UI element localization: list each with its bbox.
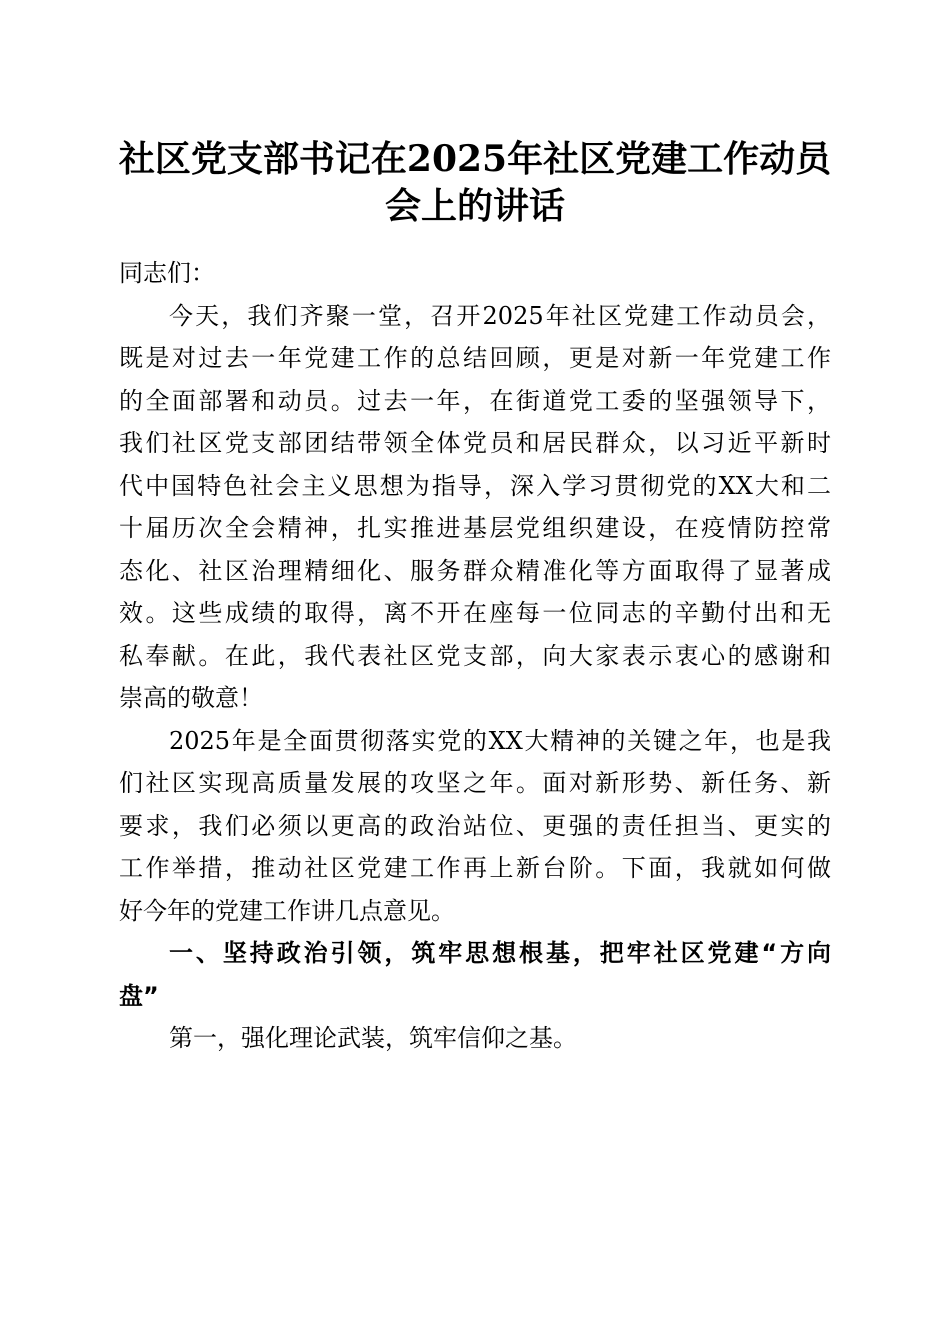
- paragraph-line: 今天，我们齐聚一堂，召开2025年社区党建工作动员会，: [169, 301, 831, 330]
- document-body: [119, 252, 831, 1060]
- paragraph-line: 既是对过去一年党建工作的总结回顾，更是对新一年党建工作: [119, 344, 831, 372]
- paragraph-line: 崇高的敬意！: [119, 684, 263, 712]
- paragraph-line: 们社区实现高质量发展的攻坚之年。面对新形势、新任务、新: [119, 769, 831, 797]
- paragraph-line: 的全面部署和动员。过去一年，在街道党工委的坚强领导下，: [119, 386, 831, 415]
- section-heading-1: [119, 932, 831, 1017]
- paragraph-line: 态化、社区治理精细化、服务群众精准化等方面取得了显著成: [119, 556, 831, 585]
- document-title: [100, 136, 850, 230]
- paragraph-line: 代中国特色社会主义思想为指导，深入学习贯彻党的XX大和二: [119, 471, 831, 500]
- paragraph-line: 我们社区党支部团结带领全体党员和居民群众，以习近平新时: [119, 429, 831, 457]
- salutation: 同志们：: [119, 259, 215, 287]
- title-line: 会上的讲话: [384, 185, 565, 227]
- paragraph-line: 私奉献。在此，我代表社区党支部，向大家表示衷心的感谢和: [119, 641, 831, 670]
- paragraph-line: 好今年的党建工作讲几点意见。: [119, 896, 455, 925]
- title-line: 社区党支部书记在2025年社区党建工作动员: [118, 138, 832, 180]
- paragraph-2: [119, 720, 831, 933]
- subsection-heading-1: 第一，强化理论武装，筑牢信仰之基。: [169, 1024, 577, 1052]
- paragraph-line: 工作举措，推动社区党建工作再上新台阶。下面，我就如何做: [119, 854, 831, 882]
- heading-line: 盘”: [119, 981, 159, 1010]
- paragraph-line: 效。这些成绩的取得，离不开在座每一位同志的辛勤付出和无: [119, 599, 831, 627]
- paragraph-line: 2025年是全面贯彻落实党的XX大精神的关键之年，也是我: [169, 726, 831, 755]
- paragraph-line: 十届历次全会精神，扎实推进基层党组织建设，在疫情防控常: [119, 514, 831, 542]
- paragraph-line: 要求，我们必须以更高的政治站位、更强的责任担当、更实的: [119, 811, 831, 840]
- paragraph-1: [119, 295, 831, 720]
- heading-line: 一、坚持政治引领，筑牢思想根基，把牢社区党建“方向: [169, 939, 831, 967]
